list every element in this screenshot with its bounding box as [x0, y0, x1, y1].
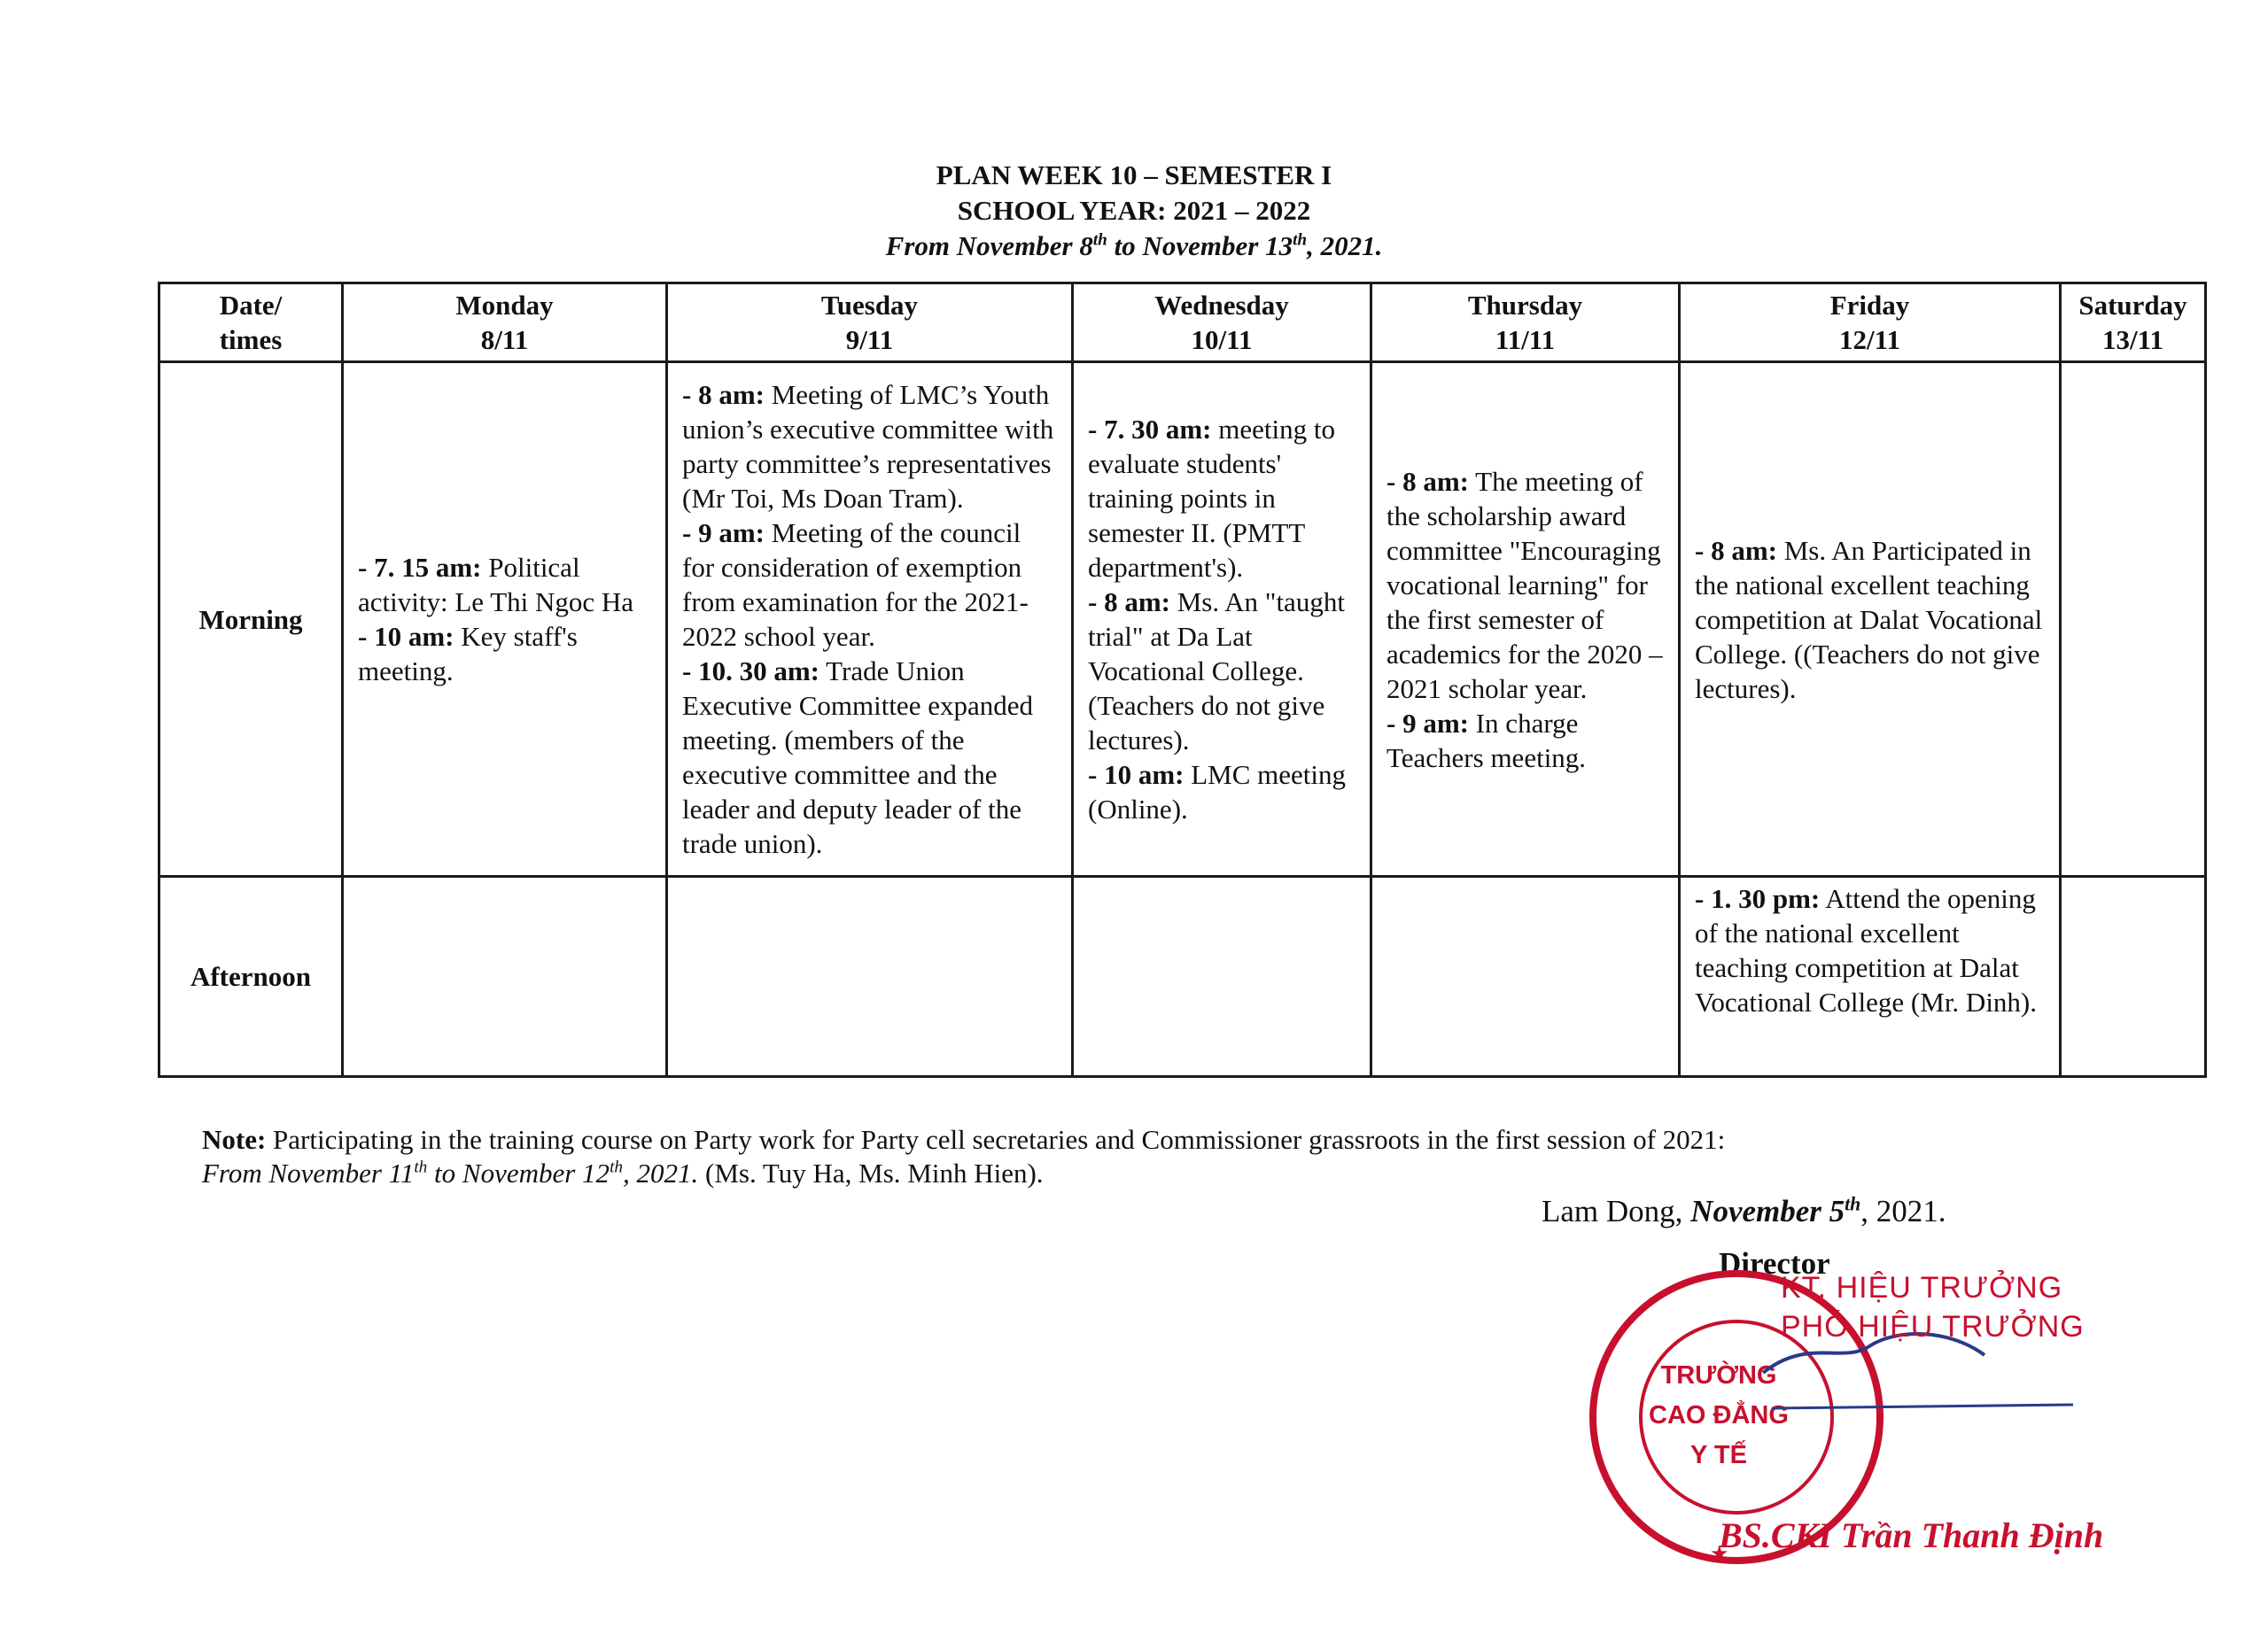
- schedule-entry: - 7. 15 am: Political activity: Le Thi Ngoc Ha: [358, 552, 634, 617]
- stamp-title: KT. HIỆU TRƯỞNG PHÓ HIỆU TRƯỞNG: [1781, 1271, 2085, 1344]
- cell-tuesday-afternoon: [667, 877, 1073, 1077]
- cell-monday-afternoon: [343, 877, 667, 1077]
- document-header: [0, 158, 2268, 264]
- cell-wednesday-morning: [1073, 362, 1371, 877]
- note-line-1: Note: Participating in the training course on Party work for Party cell secretaries and Commissioner grassroots in the first session of 2021:: [202, 1124, 1726, 1155]
- morning-label: Morning: [159, 362, 343, 877]
- afternoon-label: Afternoon: [159, 877, 343, 1077]
- afternoon-row: [159, 877, 2206, 1077]
- schedule-entry: - 9 am: In charge Teachers meeting.: [1386, 707, 1587, 773]
- cell-thursday-morning: [1371, 362, 1680, 877]
- cell-friday-morning: [1680, 362, 2061, 877]
- schedule-entry: - 1. 30 pm: Attend the opening of the national excellent teaching competition at Dalat Vocational College (Mr. Dinh).: [1695, 883, 2038, 1018]
- signer-name: BS.CKI Trần Thanh Định: [1719, 1515, 2104, 1555]
- schedule-entry: - 8 am: The meeting of the scholarship award committee "Encouraging vocational learning" for the first semester of academics for the 2020 – 2021 scholar year.: [1386, 465, 1663, 704]
- plan-title: PLAN WEEK 10 – SEMESTER I: [936, 159, 1332, 190]
- cell-wednesday-afternoon: [1073, 877, 1371, 1077]
- cell-saturday-afternoon: [2061, 877, 2206, 1077]
- note-section: [202, 1123, 1725, 1190]
- school-year: SCHOOL YEAR: 2021 – 2022: [957, 195, 1311, 226]
- svg-text:CAO ĐẲNG: CAO ĐẲNG: [1649, 1401, 1789, 1429]
- table-header-row: [159, 283, 2206, 362]
- cell-thursday-afternoon: [1371, 877, 1680, 1077]
- day-header-saturday: Saturday 13/11: [2061, 283, 2206, 362]
- day-header-monday: Monday 8/11: [343, 283, 667, 362]
- schedule-entry: - 10 am: LMC meeting (Online).: [1088, 759, 1347, 825]
- note-line-2: From November 11th to November 12th, 2021. (Ms. Tuy Ha, Ms. Minh Hien).: [202, 1158, 1044, 1189]
- date-range: From November 8th to November 13th, 2021.: [885, 230, 1383, 261]
- cell-tuesday-morning: [667, 362, 1073, 877]
- svg-text:Y TẾ: Y TẾ: [1690, 1441, 1747, 1469]
- weekly-plan-table: [158, 282, 2207, 1078]
- day-header-friday: Friday 12/11: [1680, 283, 2061, 362]
- cell-saturday-morning: [2061, 362, 2206, 877]
- place-date: Lam Dong, November 5th, 2021.: [1542, 1193, 1946, 1228]
- schedule-entry: - 8 am: Ms. An "taught trial" at Da Lat Vocational College. (Teachers do not give lectures).: [1088, 586, 1345, 755]
- seal-text: [1649, 1360, 1789, 1469]
- signature-block: [1542, 1191, 2109, 1281]
- director-title: Director: [1719, 1246, 1830, 1281]
- corner-header: Date/ times: [159, 283, 343, 362]
- schedule-entry: - 8 am: Meeting of LMC’s Youth union’s executive committee with party committee’s representatives (Mr Toi, Ms Doan Tram).: [682, 379, 1054, 514]
- day-header-wednesday: Wednesday 10/11: [1073, 283, 1371, 362]
- seal-star-icon: ★: [1710, 1543, 1729, 1566]
- schedule-entry: - 7. 30 am: meeting to evaluate students' training points in semester II. (PMTT department's).: [1088, 414, 1335, 583]
- morning-row: [159, 362, 2206, 877]
- day-header-thursday: Thursday 11/11: [1371, 283, 1680, 362]
- day-header-tuesday: Tuesday 9/11: [667, 283, 1073, 362]
- schedule-entry: - 8 am: Ms. An Participated in the national excellent teaching competition at Dalat Vocational College. ((Teachers do not give lectures).: [1695, 534, 2043, 704]
- schedule-entry: - 10 am: Key staff's meeting.: [358, 621, 578, 686]
- signature-stroke: [1772, 1405, 2073, 1408]
- svg-text:TRƯỜNG: TRƯỜNG: [1660, 1361, 1777, 1390]
- cell-monday-morning: [343, 362, 667, 877]
- schedule-entry: - 10. 30 am: Trade Union Executive Committee expanded meeting. (members of the executive committee and the leader and deputy leader of the trade union).: [682, 655, 1033, 859]
- schedule-entry: - 9 am: Meeting of the council for consideration of exemption from examination for the 2021-2022 school year.: [682, 517, 1029, 652]
- cell-friday-afternoon: [1680, 877, 2061, 1077]
